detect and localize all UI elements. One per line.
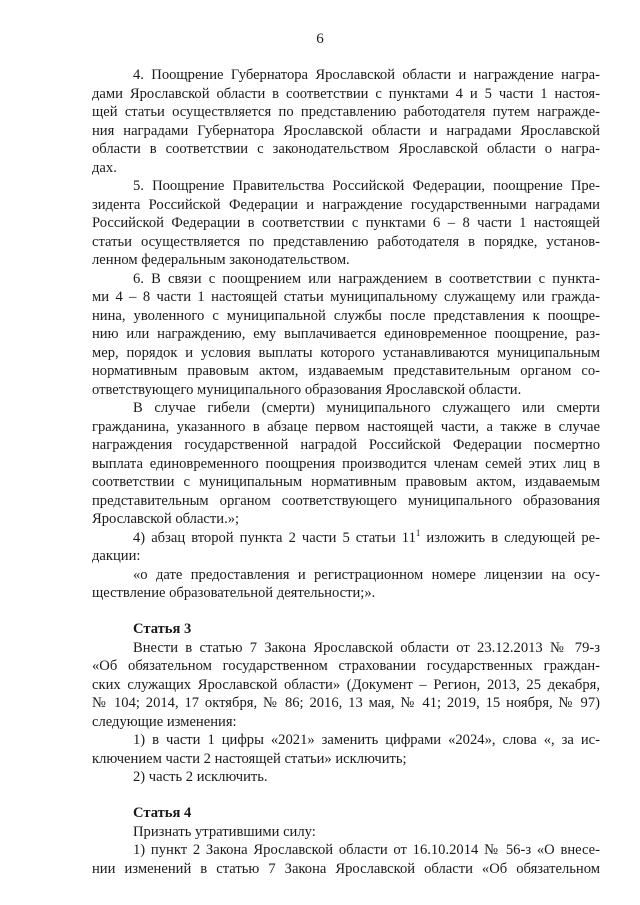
paragraph-6-line: нина, уволенного с муниципальной службы после представления к поощре- [92, 307, 600, 324]
article-4-item-1-line: нии изменений в статью 7 Закона Ярославской области «Об обязательном [92, 860, 600, 877]
paragraph-5-line: Российской Федерации в соответствии с пунктами 6 – 8 части 1 настоящей [92, 215, 600, 231]
paragraph-7-line: Ярославской области.»; [92, 511, 240, 527]
paragraph-7-line: награждения государственной наградой Российской Федерации посмертно [92, 437, 600, 453]
article-4-intro: Признать утратившими силу: [133, 823, 316, 840]
article-3-line: Внести в статью 7 Закона Ярославской области от 23.12.2013 № 79-з [133, 639, 600, 656]
paragraph-5-line: статьи осуществляется по представлению работодателя в порядке, установ- [92, 233, 600, 250]
article-4-item-1-line: 1) пункт 2 Закона Ярославской области от 16.10.2014 № 56-з «О внесе- [133, 842, 600, 858]
article-3-line: «Об обязательном государственном страховании государственных граждан- [92, 658, 600, 674]
article-3-item-1-line: 1) в части 1 цифры «2021» заменить цифрами «2024», слова «, за ис- [133, 732, 600, 748]
paragraph-6-line: ми 4 – 8 части 1 настоящей статьи муниципальному служащему или гражда- [92, 289, 600, 305]
article-3-item-2: 2) часть 2 исключить. [133, 769, 268, 785]
paragraph-9-line: «о дате предоставления и регистрационном номере лицензии на осу- [133, 566, 600, 583]
paragraph-6-line: 6. В связи с поощрением или награждением в соответствии с пункта- [133, 270, 600, 287]
article-3-line: № 104; 2014, 17 октября, № 86; 2016, 13 мая, № 41; 2019, 15 ноября, № 97) [92, 695, 600, 711]
paragraph-5-line: 5. Поощрение Правительства Российской Федерации, поощрение Пре- [133, 178, 600, 194]
paragraph-4-line: области в соответствии с законодательством Ярославской области о награ- [92, 141, 600, 157]
paragraph-9-line: ществление образовательной деятельности;». [92, 585, 376, 601]
paragraph-8-text-a: 4) абзац второй пункта 2 части 5 статьи 11 [133, 529, 416, 546]
paragraph-4-line: дах. [92, 159, 117, 176]
article-3-line: ских служащих Ярославской области» (Документ – Регион, 2013, 25 декабря, [92, 676, 600, 693]
paragraph-4-line: дами Ярославской области в соответствии с пунктами 4 и 5 части 1 настоя- [92, 85, 600, 102]
paragraph-8-superscript: 1 [415, 527, 421, 538]
article-3-line: следующие изменения: [92, 713, 237, 730]
page-number: 6 [316, 31, 324, 47]
paragraph-5-line: ленном федеральным законодательством. [92, 252, 350, 268]
paragraph-7-line: выплата единовременного поощрения производится членам семей этих лиц в [92, 455, 600, 472]
article-4-heading: Статья 4 [133, 805, 192, 821]
paragraph-4-line: щей статьи осуществляется по представлению работодателя путем награжде- [92, 104, 600, 120]
paragraph-8-line: дакции: [92, 548, 141, 564]
paragraph-6-line: нормативным правовым актом, издаваемым представительным органом со- [92, 363, 600, 379]
paragraph-7-line: соответствии с муниципальным нормативным правовым актом, издаваемым [92, 474, 600, 490]
paragraph-4-line: 4. Поощрение Губернатора Ярославской области и награждение награ- [133, 67, 600, 83]
paragraph-6-line: мер, порядок и условия выплаты которого устанавливаются муниципальным [92, 344, 600, 361]
paragraph-8-text-b: изложить в следующей ре- [420, 529, 601, 546]
paragraph-5-line: зидента Российской Федерации и награждение государственными наградами [92, 196, 600, 213]
paragraph-7-line: представительным органом соответствующего муниципального образования [92, 492, 600, 509]
paragraph-6-line: нию или награждению, ему выплачивается единовременное поощрение, раз- [92, 326, 600, 342]
article-3-heading: Статья 3 [133, 621, 192, 637]
paragraph-7-line: гражданина, указанного в абзаце первом настоящей части, а также в случае [92, 418, 600, 435]
paragraph-8-line [133, 529, 600, 548]
paragraph-4-line: ния наградами Губернатора Ярославской области и наградами Ярославской [92, 122, 600, 139]
article-3-item-1-line: ключением части 2 настоящей статьи» исключить; [92, 750, 407, 767]
paragraph-7-line: В случае гибели (смерти) муниципального служащего или смерти [133, 400, 600, 416]
paragraph-6-line: ответствующего муниципального образования Ярославской области. [92, 381, 522, 398]
